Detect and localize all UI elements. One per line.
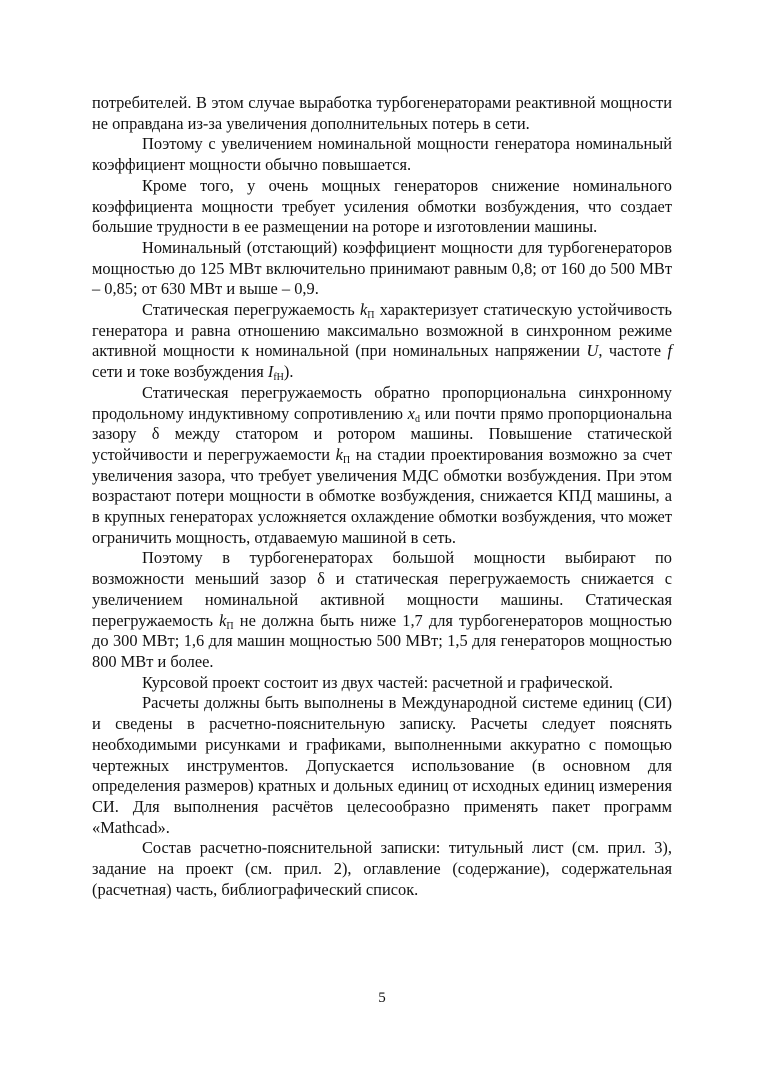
text-run: ). xyxy=(283,362,294,382)
paragraph-6 xyxy=(92,383,672,549)
symbol-k: k xyxy=(360,300,368,320)
page-number: 5 xyxy=(378,990,386,1006)
symbol-x-subscript: d xyxy=(414,413,420,425)
text-run: , частоте xyxy=(598,341,668,361)
symbol-k-subscript: П xyxy=(226,620,234,632)
paragraph-4: Номинальный (отстающий) коэффициент мощности для турбогенераторов мощностью до 125 МВт включительно принимают равным 0,8; от 160 до 500 МВт – 0,85; от 630 МВт и выше – 0,9. xyxy=(92,237,672,299)
paragraph-3: Кроме того, у очень мощных генераторов снижение номинального коэффициента мощности требует усиления обмотки возбуждения, что создает большие трудности в ее размещении на роторе и изготовлении машины. xyxy=(92,175,672,237)
paragraph-2: Поэтому с увеличением номинальной мощности генератора номинальный коэффициент мощности обычно повышается. xyxy=(92,134,672,175)
text-run: на стадии проектирования возможно за счет увеличения зазора, что требует увеличения МДС обмотки возбуждения. При этом возрастают потери мощности в обмотке возбуждения, снижается КПД машины, а в крупных генераторах усложняется охлаждение обмотки возбуждения, что может ограничить мощность, отдаваемую машиной в сеть. xyxy=(92,444,672,547)
symbol-i: I xyxy=(267,362,274,382)
text-run: характеризует статическую устойчивость генератора и равна отношению максимально возможной в синхронном режиме активной мощности к номинальной (при номинальных напряжении xyxy=(92,300,672,361)
text-run: Статическая перегружаемость обратно пропорциональна синхронному продольному индуктивному сопротивлению xyxy=(92,382,672,423)
text-run: Поэтому в турбогенераторах большой мощности выбирают по возможности меньший зазор δ и статическая перегружаемость снижается с увеличением номинальной активной мощности машины. Статическая перегружаемость xyxy=(92,548,672,630)
symbol-k: k xyxy=(219,610,227,630)
paragraph-8: Курсовой проект состоит из двух частей: расчетной и графической. xyxy=(142,672,614,692)
paragraph-5 xyxy=(92,300,672,383)
paragraph-9: Расчеты должны быть выполнены в Международной системе единиц (СИ) и сведены в расчетно-пояснительную записку. Расчеты следует пояснять необходимыми рисунками и графиками, выполненными аккуратно с помощью чертежных инструментов. Допускается использование (в основном для определения размеров) кратных и дольных единиц от исходных единиц измерения СИ. Для выполнения расчётов целесообразно применять пакет программ «Mathcad». xyxy=(92,693,672,837)
symbol-k-subscript: П xyxy=(367,310,375,322)
body-text xyxy=(92,93,672,900)
text-run: Статическая перегружаемость xyxy=(142,300,361,320)
text-run: сети и токе возбуждения xyxy=(92,362,268,382)
paragraph-1: потребителей. В этом случае выработка турбогенераторами реактивной мощности не оправдана из-за увеличения дополнительных потерь в сети. xyxy=(92,93,672,133)
symbol-u: U xyxy=(586,341,599,361)
paragraph-7 xyxy=(92,548,672,672)
symbol-f: f xyxy=(667,341,673,361)
symbol-x: x xyxy=(407,403,415,423)
symbol-k: k xyxy=(335,444,343,464)
text-run: или почти прямо пропорциональна зазору δ между статором и ротором машины. Повышение статической устойчивости и перегружаемости xyxy=(92,403,672,464)
symbol-i-subscript: fН xyxy=(273,372,284,384)
paragraph-10: Состав расчетно-пояснительной записки: титульный лист (см. прил. 3), задание на проект (см. прил. 2), оглавление (содержание), содержательная (расчетная) часть, библиографический список. xyxy=(92,838,672,899)
text-run: не должна быть ниже 1,7 для турбогенераторов мощностью до 300 МВт; 1,6 для машин мощностью 500 МВт; 1,5 для генераторов мощностью 800 МВт и более. xyxy=(92,610,672,671)
symbol-k-subscript: П xyxy=(342,454,351,466)
